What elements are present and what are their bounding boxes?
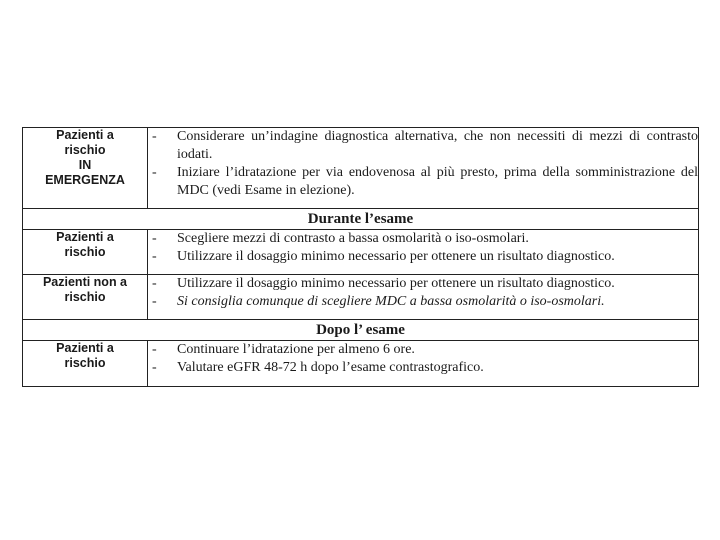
table-row-during-norisk (23, 275, 699, 320)
item-text: Utilizzare il dosaggio minimo necessario per ottenere un risultato diagnostico. (177, 249, 615, 264)
list-item (148, 230, 698, 248)
section-header-row (23, 320, 699, 341)
section-after: Dopo l’ esame (23, 320, 699, 341)
row-content-after-risk (148, 341, 699, 387)
list-item (148, 341, 698, 359)
list-item (148, 275, 698, 293)
list-item (148, 248, 698, 266)
row-label-after-risk: Pazienti a rischio (23, 341, 148, 387)
dash-marker: - (152, 249, 157, 264)
dash-marker: - (152, 276, 157, 291)
list-item (148, 128, 698, 164)
row-label-during-risk: Pazienti a rischio (23, 230, 148, 275)
list-item (148, 164, 698, 200)
section-header-row (23, 209, 699, 230)
table-row-emergency (23, 128, 699, 209)
dash-marker: - (152, 231, 157, 246)
dash-marker: - (152, 342, 157, 357)
dash-marker: - (152, 165, 157, 180)
item-text: Continuare l’idratazione per almeno 6 ore. (177, 342, 415, 357)
row-content-during-risk (148, 230, 699, 275)
table-row-during-risk (23, 230, 699, 275)
section-during: Durante l’esame (23, 209, 699, 230)
row-content-during-norisk (148, 275, 699, 320)
dash-marker: - (152, 294, 157, 309)
list-item (148, 359, 698, 377)
list-item (148, 293, 698, 311)
item-text: Si consiglia comunque di scegliere MDC a bassa osmolarità o iso-osmolari. (177, 294, 605, 309)
item-text: Valutare eGFR 48-72 h dopo l’esame contrastografico. (177, 360, 484, 375)
row-label-during-norisk: Pazienti non a rischio (23, 275, 148, 320)
guidelines-table (22, 127, 699, 387)
item-text: Utilizzare il dosaggio minimo necessario per ottenere un risultato diagnostico. (177, 276, 615, 291)
item-text: Iniziare l’idratazione per via endovenosa al più presto, prima della somministrazione del MDC (vedi Esame in elezione). (177, 165, 698, 198)
item-text: Considerare un’indagine diagnostica alternativa, che non necessiti di mezzi di contrasto iodati. (177, 129, 698, 162)
dash-marker: - (152, 360, 157, 375)
table-row-after-risk (23, 341, 699, 387)
row-label-emergency: Pazienti a rischio IN EMERGENZA (23, 128, 148, 209)
dash-marker: - (152, 129, 157, 144)
item-text: Scegliere mezzi di contrasto a bassa osmolarità o iso-osmolari. (177, 231, 529, 246)
row-content-emergency (148, 128, 699, 209)
